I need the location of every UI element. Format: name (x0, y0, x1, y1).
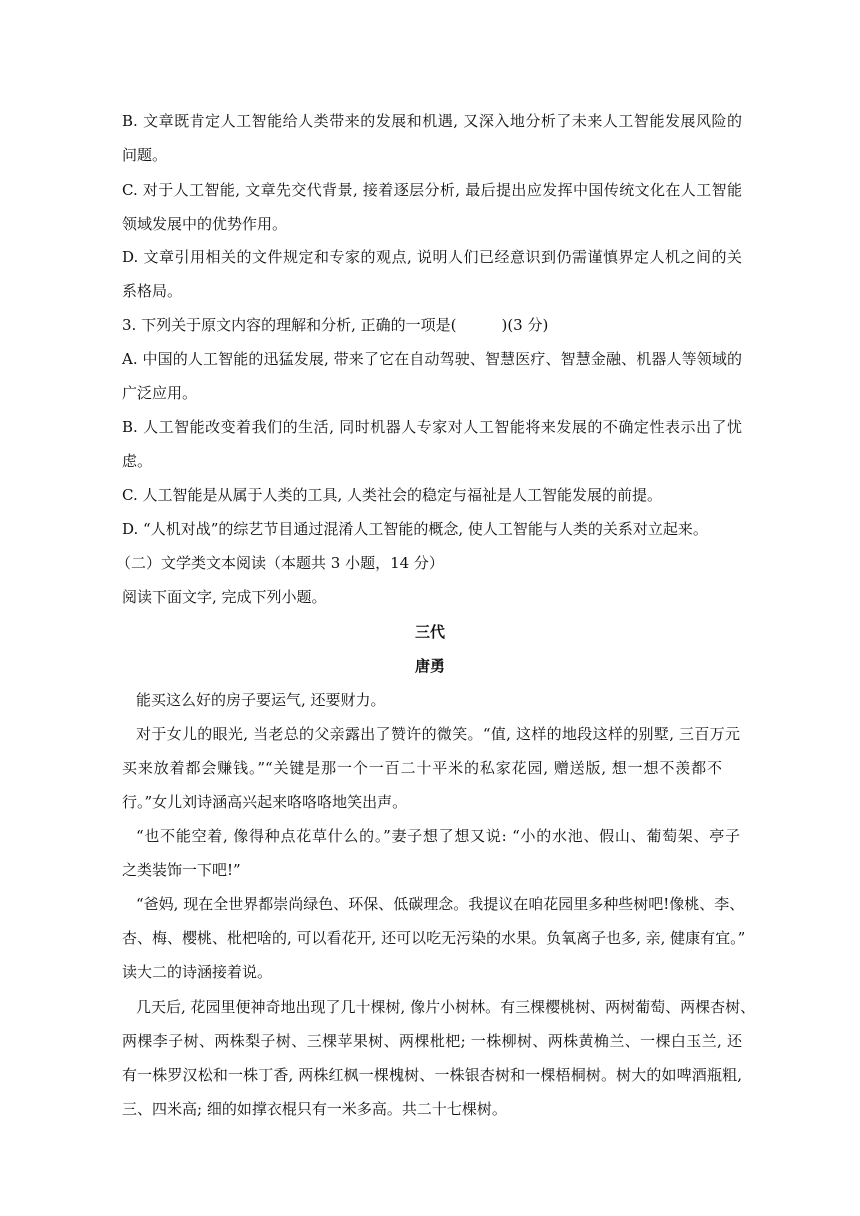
story-author: 唐勇 (414, 657, 445, 675)
story-paragraph-1: 能买这么好的房子要运气, 还要财力。 (136, 691, 386, 709)
q3-option-b-line2: 虑。 (122, 452, 153, 470)
story-paragraph-5-line1: 几天后, 花园里便神奇地出现了几十棵树, 像片小树林。有三棵樱桃树、两树葡萄、两棵杏树、 (136, 998, 756, 1016)
story-title: 三代 (414, 623, 445, 641)
option-c-line1: C. 对于人工智能, 文章先交代背景, 接着逐层分析, 最后提出应发挥中国传统文化在人工智能 (122, 181, 742, 199)
q3-option-b-line1: B. 人工智能改变着我们的生活, 同时机器人专家对人工智能将来发展的不确定性表示出了忧 (122, 418, 742, 436)
story-paragraph-2-line2: 买来放着都会赚钱。”“关键是那一个一百二十平米的私家花园, 赠送版, 想一想不羡都不 (122, 759, 722, 777)
story-paragraph-3-line2: 之类装饰一下吧!” (122, 861, 241, 879)
option-b-line1: B. 文章既肯定人工智能给人类带来的发展和机遇, 又深入地分析了未来人工智能发展风险的 (122, 112, 742, 130)
story-paragraph-5-line2: 两棵李子树、两株梨子树、三棵苹果树、两棵枇杷; 一株柳树、两株黄桷兰、一棵白玉兰, 还 (122, 1032, 742, 1050)
question-3-stem: 3. 下列关于原文内容的理解和分析, 正确的一项是( )(3 分) (122, 316, 549, 334)
option-b-line2: 问题。 (122, 146, 168, 164)
option-d-line2: 系格局。 (122, 282, 183, 300)
story-paragraph-5-line4: 三、四米高; 细的如撑衣棍只有一米多高。共二十七棵树。 (122, 1100, 507, 1118)
option-c-line2: 领域发展中的优势作用。 (122, 215, 288, 233)
story-paragraph-3-line1: “也不能空着, 像得种点花草什么的。”妻子想了想又说: “小的水池、假山、葡萄架、亭子 (136, 827, 740, 845)
story-paragraph-2-line1: 对于女儿的眼光, 当老总的父亲露出了赞许的微笑。“值, 这样的地段这样的别墅, 三百万元 (136, 725, 740, 743)
story-paragraph-2-line3: 行。”女儿刘诗涵高兴起来咯咯咯地笑出声。 (122, 793, 408, 811)
q3-option-a-line2: 广泛应用。 (122, 384, 198, 402)
story-paragraph-4-line3: 读大二的诗涵接着说。 (122, 963, 273, 981)
q3-option-d: D. “人机对战”的综艺节目通过混淆人工智能的概念, 使人工智能与人类的关系对立起来。 (122, 520, 708, 538)
story-paragraph-4-line2: 杏、梅、樱桃、枇杷啥的, 可以看花开, 还可以吃无污染的水果。负氧离子也多, 亲, 健康有宜。” (122, 929, 746, 947)
story-paragraph-4-line1: “爸妈, 现在全世界都崇尚绿色、环保、低碳理念。我提议在咱花园里多种些树吧!像桃、李、 (136, 895, 745, 913)
option-d-line1: D. 文章引用相关的文件规定和专家的观点, 说明人们已经意识到仍需谨慎界定人机之间的关 (122, 248, 742, 266)
story-paragraph-5-line3: 有一株罗汉松和一株丁香, 两株红枫一棵槐树、一株银杏树和一棵梧桐树。树大的如啤酒瓶粗, (122, 1066, 742, 1084)
q3-option-a-line1: A. 中国的人工智能的迅猛发展, 带来了它在自动驾驶、智慧医疗、智慧金融、机器人等领域的 (122, 350, 742, 368)
section-2-heading: （二）文学类文本阅读（本题共 3 小题，14 分） (116, 554, 444, 572)
q3-option-c: C. 人工智能是从属于人类的工具, 人类社会的稳定与福祉是人工智能发展的前提。 (122, 486, 663, 504)
section-2-instruction: 阅读下面文字, 完成下列小题。 (122, 588, 327, 606)
